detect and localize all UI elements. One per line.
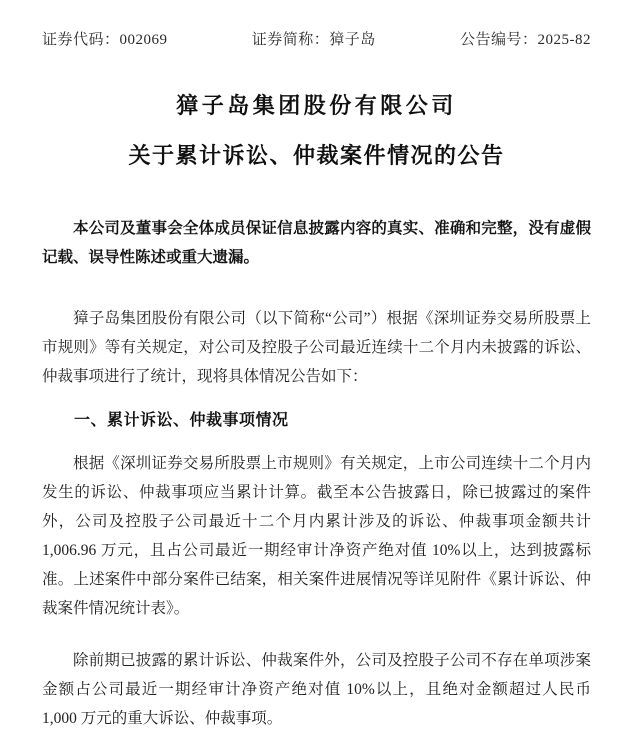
section-1-paragraph-2: 除前期已披露的累计诉讼、仲裁案件外，公司及控股子公司不存在单项涉案金额占公司最近一期经审计净资产绝对值 10%以上，且绝对金额超过人民币 1,000 万元的重大诉讼、仲裁事项。 — [42, 652, 591, 727]
stock-short-name-label: 证券简称：獐子岛 — [251, 32, 376, 48]
section-1-paragraph-1: 根据《深圳证券交易所股票上市规则》有关规定，上市公司连续十二个月内发生的诉讼、仲裁事项应当累计计算。截至本公告披露日，除已披露过的案件外，公司及控股子公司最近十二个月内累计涉及的诉讼、仲裁事项金额共计 1,006.96 万元，且占公司最近一期经审计净资产绝对值 10%以上，达到披露标准。上述案件中部分案件已结案，相关案件进展情况等详见附件《累计诉讼、仲裁案件情况统计表》。 — [42, 455, 591, 617]
announcement-number-label: 公告编号：2025-82 — [460, 32, 591, 48]
company-title: 獐子岛集团股份有限公司 — [176, 93, 457, 118]
announcement-title: 关于累计诉讼、仲裁案件情况的公告 — [128, 143, 505, 168]
stock-code-label: 证券代码：002069 — [42, 32, 168, 48]
document-header — [42, 28, 591, 49]
intro-paragraph: 獐子岛集团股份有限公司（以下简称“公司”）根据《深圳证券交易所股票上市规则》等有关规定，对公司及控股子公司最近连续十二个月内未披露的诉讼、仲裁事项进行了统计，现将具体情况公告如下： — [42, 310, 591, 385]
disclaimer-paragraph: 本公司及董事会全体成员保证信息披露内容的真实、准确和完整，没有虚假记载、误导性陈述或重大遗漏。 — [42, 220, 591, 266]
section-1-heading: 一、累计诉讼、仲裁事项情况 — [74, 412, 289, 429]
